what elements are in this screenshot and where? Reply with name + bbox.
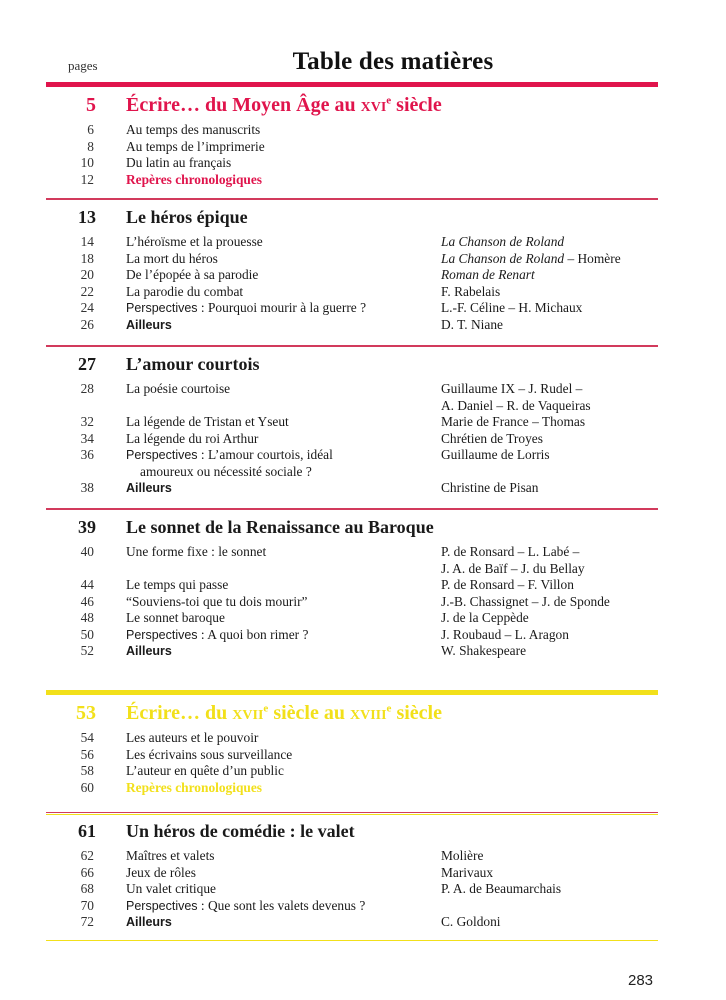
entry-label-text: : A quoi bon rimer ?	[197, 626, 309, 642]
author-names: – Homère	[564, 250, 621, 266]
author-names: C. Goldoni	[441, 914, 501, 929]
section-end-rule	[46, 199, 658, 200]
toc-entry[interactable]	[46, 763, 658, 780]
entry-author	[441, 544, 671, 577]
entry-label-text: Ailleurs	[126, 644, 172, 658]
toc-entry[interactable]	[46, 447, 658, 480]
century-numeral: xviii	[349, 702, 387, 724]
entry-label	[126, 643, 426, 660]
entry-author	[441, 267, 671, 284]
entry-label-text: Repères chronologiques	[126, 171, 263, 187]
toc-entry[interactable]	[46, 865, 658, 882]
toc-entry[interactable]	[46, 172, 658, 189]
author-names: Marivaux	[441, 864, 494, 880]
entry-label	[126, 544, 426, 561]
toc-entry[interactable]	[46, 881, 658, 898]
page-number: 283	[628, 972, 654, 989]
entry-label-text: De l’épopée à sa parodie	[126, 267, 259, 282]
entry-page-number: 58	[80, 763, 94, 778]
entry-list	[46, 381, 658, 497]
entry-label-text: Ailleurs	[126, 317, 172, 332]
section-title-end: siècle	[391, 94, 442, 116]
section-title-text: L’amour courtois	[126, 354, 260, 374]
toc-entry[interactable]	[46, 577, 658, 594]
section-title	[126, 821, 355, 842]
entry-label	[126, 747, 426, 764]
toc-entry[interactable]	[46, 780, 658, 797]
entry-author	[441, 643, 671, 660]
pages-column-label: pages	[68, 58, 98, 73]
section-page-number: 27	[78, 354, 96, 374]
entry-label	[126, 780, 426, 797]
toc-section	[46, 508, 658, 660]
toc-entry[interactable]	[46, 381, 658, 414]
toc-entry[interactable]	[46, 155, 658, 172]
entry-page-number: 22	[80, 283, 94, 299]
entry-author	[441, 914, 671, 931]
entry-label	[126, 627, 426, 644]
entry-page-number: 20	[80, 267, 94, 282]
entry-label	[126, 234, 426, 251]
author-names: P. A. de Beaumarchais	[441, 881, 562, 896]
entry-label-text: L’auteur en quête d’un public	[126, 763, 284, 778]
entry-label-text: Maîtres et valets	[126, 848, 215, 863]
entry-author	[441, 577, 671, 594]
entry-page-number: 52	[80, 643, 94, 658]
entry-label-text: Ailleurs	[126, 481, 172, 495]
entry-label	[126, 730, 426, 747]
section-page-number: 5	[86, 94, 96, 116]
section-end-rule	[46, 509, 658, 510]
author-names-continued: A. Daniel – R. de Vaqueiras	[441, 397, 591, 413]
toc-section	[46, 198, 658, 333]
entry-label	[126, 763, 426, 780]
section-title-text: Écrire… du	[126, 702, 228, 724]
entry-page-number: 32	[80, 414, 94, 429]
entry-page-number: 28	[80, 381, 94, 396]
entry-author	[441, 848, 671, 865]
section-title	[126, 354, 260, 375]
entry-label	[126, 914, 426, 931]
entry-author	[441, 414, 671, 431]
toc-entry[interactable]	[46, 594, 658, 611]
entry-label-text: La mort du héros	[126, 250, 218, 266]
entry-label-text: Du latin au français	[126, 155, 232, 170]
section-page-number: 53	[76, 702, 96, 724]
section-title	[126, 517, 434, 538]
author-names: L.-F. Céline – H. Michaux	[441, 300, 583, 315]
toc-entry[interactable]	[46, 898, 658, 915]
author-names: P. de Ronsard – L. Labé –	[441, 544, 580, 559]
perspectives-label: Perspectives	[126, 448, 198, 462]
century-suffix: e	[263, 702, 269, 715]
entry-label	[126, 284, 426, 301]
toc-entry[interactable]	[46, 251, 658, 268]
entry-label-text: Les écrivains sous surveillance	[126, 746, 293, 762]
entry-author	[441, 480, 671, 497]
entry-author	[441, 610, 671, 627]
section-heading	[46, 701, 658, 725]
section-heading	[46, 819, 658, 843]
entry-label	[126, 431, 426, 448]
entry-page-number: 54	[80, 730, 94, 745]
entry-author	[441, 865, 671, 882]
perspectives-label: Perspectives	[126, 627, 198, 642]
section-title	[126, 207, 248, 228]
author-names-continued: J. A. de Baïf – J. du Bellay	[441, 560, 585, 576]
toc-entry[interactable]	[46, 414, 658, 431]
entry-author	[441, 234, 671, 251]
entry-page-number: 34	[80, 430, 94, 446]
author-names: Guillaume IX – J. Rudel –	[441, 381, 583, 396]
century-numeral: xvi	[360, 94, 387, 116]
century-suffix: e	[386, 702, 392, 715]
toc-entry[interactable]	[46, 914, 658, 931]
section-page-number: 13	[78, 207, 96, 227]
author-names: J. Roubaud – L. Aragon	[441, 626, 569, 642]
entry-label	[126, 381, 426, 398]
entry-page-number: 10	[80, 155, 94, 170]
entry-label-text: Le temps qui passe	[126, 577, 229, 592]
section-title-text: Le héros épique	[126, 207, 248, 227]
entry-label-text: Une forme fixe : le sonnet	[126, 544, 267, 559]
entry-label-text: Au temps des manuscrits	[126, 122, 261, 137]
section-page-number: 39	[78, 517, 96, 537]
toc-entry[interactable]	[46, 234, 658, 251]
section-title-text: Écrire… du Moyen Âge au	[126, 94, 356, 116]
entry-label	[126, 594, 426, 611]
entry-author	[441, 300, 671, 317]
perspectives-label: Perspectives	[126, 898, 198, 913]
entry-page-number: 66	[80, 864, 94, 880]
toc-entry[interactable]	[46, 139, 658, 156]
section-end-rule	[46, 940, 658, 941]
entry-label	[126, 447, 426, 480]
toc-entry[interactable]	[46, 300, 658, 317]
entry-list	[46, 848, 658, 931]
perspectives-label: Perspectives	[126, 301, 198, 315]
entry-label-text: Jeux de rôles	[126, 864, 196, 880]
entry-label	[126, 317, 426, 334]
section-title-end: siècle au	[268, 702, 350, 724]
page-title: Table des matières	[292, 48, 494, 75]
entry-list	[46, 122, 658, 188]
section-heading	[46, 352, 658, 376]
toc-entry[interactable]	[46, 610, 658, 627]
entry-list	[46, 234, 658, 333]
entry-page-number: 38	[80, 480, 94, 495]
work-title: Roman de Renart	[441, 267, 535, 282]
entry-label-text: Les auteurs et le pouvoir	[126, 730, 259, 745]
toc-entry[interactable]	[46, 643, 658, 660]
entry-author	[441, 284, 671, 301]
part-rule	[46, 690, 658, 695]
author-names: J.-B. Chassignet – J. de Sponde	[441, 593, 610, 609]
entry-page-number: 24	[80, 300, 94, 315]
entry-author	[441, 881, 671, 898]
entry-page-number: 14	[80, 234, 94, 249]
author-names: J. de la Ceppède	[441, 610, 529, 625]
entry-page-number: 18	[80, 250, 94, 266]
author-names: P. de Ronsard – F. Villon	[441, 577, 574, 592]
section-title-text: Le sonnet de la Renaissance au Baroque	[126, 517, 434, 537]
entry-author	[441, 627, 671, 644]
entry-author	[441, 381, 671, 414]
entry-label-text: Le sonnet baroque	[126, 610, 225, 625]
entry-label-text: Ailleurs	[126, 915, 172, 929]
toc-section	[46, 690, 658, 796]
entry-page-number: 60	[80, 779, 94, 795]
toc-entry[interactable]	[46, 730, 658, 747]
entry-label-text: : Pourquoi mourir à la guerre ?	[197, 300, 367, 315]
entry-label-text: L’héroïsme et la prouesse	[126, 234, 263, 249]
entry-page-number: 50	[80, 626, 94, 642]
entry-author	[441, 594, 671, 611]
section-title	[126, 94, 442, 117]
entry-page-number: 44	[80, 577, 94, 592]
entry-label-text: La parodie du combat	[126, 283, 244, 299]
section-heading	[46, 205, 658, 229]
entry-page-number: 26	[80, 316, 94, 332]
entry-label	[126, 480, 426, 497]
entry-label-text: Un valet critique	[126, 881, 216, 896]
author-names: Chrétien de Troyes	[441, 430, 543, 446]
entry-label-text: La légende du roi Arthur	[126, 430, 259, 446]
entry-label	[126, 881, 426, 898]
entry-page-number: 6	[87, 122, 94, 137]
entry-author	[441, 251, 671, 268]
toc-entry[interactable]	[46, 480, 658, 497]
entry-label	[126, 865, 426, 882]
entry-label	[126, 155, 426, 172]
entry-page-number: 48	[80, 610, 94, 625]
author-names: Guillaume de Lorris	[441, 447, 550, 462]
toc-section	[46, 812, 658, 931]
entry-label	[126, 610, 426, 627]
section-rule	[46, 812, 658, 813]
toc-entry[interactable]	[46, 848, 658, 865]
part-rule	[46, 82, 658, 87]
entry-label	[126, 251, 426, 268]
author-names: Marie de France – Thomas	[441, 414, 586, 429]
entry-label-text: : L’amour courtois, idéal	[197, 447, 333, 462]
toc-entry[interactable]	[46, 544, 658, 577]
entry-label	[126, 122, 426, 139]
author-names: F. Rabelais	[441, 283, 501, 299]
author-names: Molière	[441, 848, 484, 863]
toc-entry[interactable]	[46, 747, 658, 764]
entry-author	[441, 431, 671, 448]
entry-label	[126, 267, 426, 284]
section-title	[126, 702, 442, 725]
entry-page-number: 68	[80, 881, 94, 896]
toc-section	[46, 82, 658, 188]
work-title: La Chanson de Roland	[441, 250, 565, 266]
century-numeral: xvii	[232, 702, 264, 724]
entry-label-text: Au temps de l’imprimerie	[126, 138, 265, 154]
entry-label-text: La légende de Tristan et Yseut	[126, 414, 289, 429]
entry-author	[441, 317, 671, 334]
entry-page-number: 56	[80, 746, 94, 762]
entry-page-number: 62	[80, 848, 94, 863]
author-names: Christine de Pisan	[441, 480, 539, 495]
author-names: W. Shakespeare	[441, 643, 527, 658]
entry-label-text: Repères chronologiques	[126, 779, 263, 795]
section-heading	[46, 515, 658, 539]
toc-section	[46, 345, 658, 497]
entry-label-text: : Que sont les valets devenus ?	[197, 897, 366, 913]
entry-label	[126, 577, 426, 594]
entry-page-number: 46	[80, 593, 94, 609]
entry-label	[126, 898, 426, 915]
work-title: La Chanson de Roland	[441, 234, 565, 249]
section-heading	[46, 93, 658, 117]
entry-label-text: La poésie courtoise	[126, 381, 231, 396]
toc-entry[interactable]	[46, 122, 658, 139]
entry-label	[126, 172, 426, 189]
entry-page-number: 70	[80, 897, 94, 913]
entry-label	[126, 848, 426, 865]
century-suffix: e	[386, 94, 392, 107]
entry-author	[441, 447, 671, 464]
toc-entry[interactable]	[46, 317, 658, 334]
section-title-end: siècle	[391, 702, 442, 724]
entry-page-number: 12	[80, 171, 94, 187]
toc-entry[interactable]	[46, 284, 658, 301]
entry-page-number: 72	[80, 914, 94, 929]
entry-label	[126, 414, 426, 431]
entry-list	[46, 730, 658, 796]
entry-page-number: 40	[80, 544, 94, 559]
toc-entry[interactable]	[46, 627, 658, 644]
section-title-text: Un héros de comédie : le valet	[126, 821, 355, 841]
entry-label-continued: amoureux ou nécessité sociale ?	[140, 463, 312, 479]
entry-page-number: 36	[80, 447, 94, 462]
section-end-rule	[46, 346, 658, 347]
toc-entry[interactable]	[46, 267, 658, 284]
entry-page-number: 8	[87, 138, 94, 154]
entry-label	[126, 300, 426, 317]
section-page-number: 61	[78, 821, 96, 841]
author-names: D. T. Niane	[441, 316, 503, 332]
entry-list	[46, 544, 658, 660]
entry-label	[126, 139, 426, 156]
section-end-rule	[46, 814, 658, 815]
toc-entry[interactable]	[46, 431, 658, 448]
entry-label-text: “Souviens-toi que tu dois mourir”	[126, 593, 308, 609]
